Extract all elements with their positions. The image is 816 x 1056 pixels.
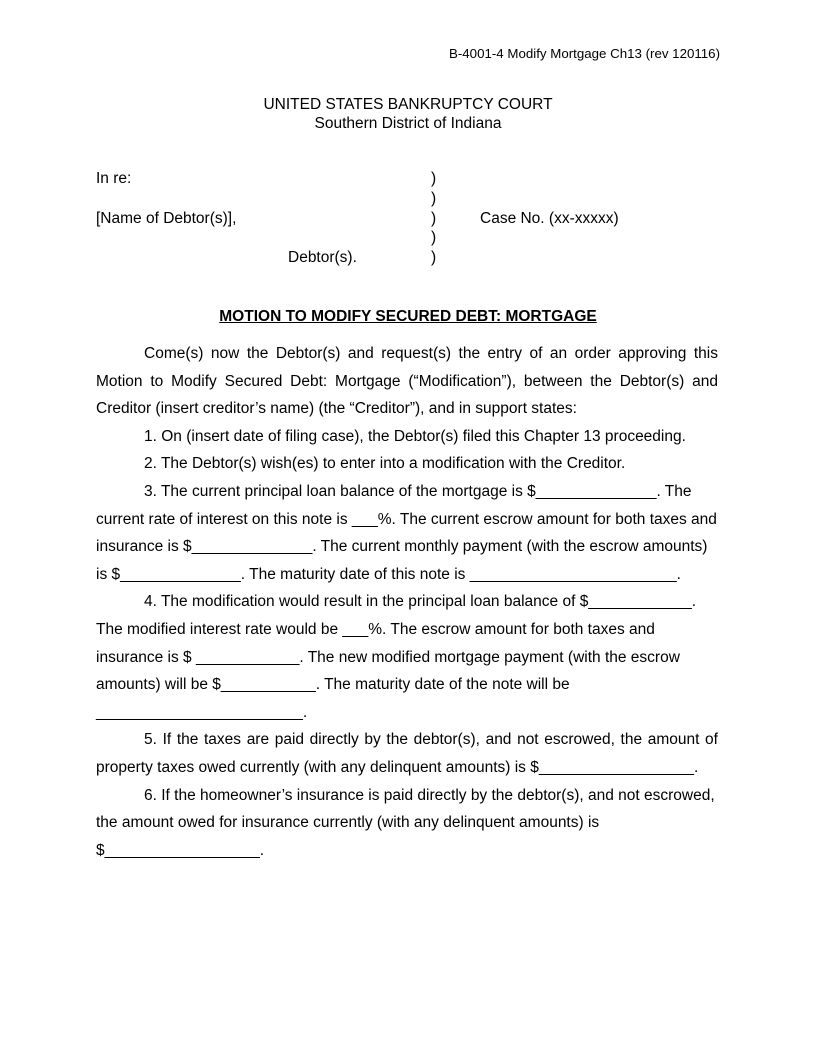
caption-paren: ) bbox=[431, 210, 437, 227]
paragraph-5: 5. If the taxes are paid directly by the debtor(s), and not escrowed, the amount of property taxes owed currently (with any delinquent amounts) is $__________________. bbox=[96, 731, 718, 776]
paragraph-1: 1. On (insert date of filing case), the Debtor(s) filed this Chapter 13 proceeding. bbox=[144, 427, 686, 445]
form-identifier: B-4001-4 Modify Mortgage Ch13 (rev 120116) bbox=[448, 46, 720, 61]
in-re-label: In re: bbox=[96, 170, 132, 187]
intro-paragraph: Come(s) now the Debtor(s) and request(s) the entry of an order approving this Motion to Modify Secured Debt: Mortgage (“Modification”), between the Debtor(s) and Creditor (insert creditor’s name) (the “Creditor”), and in support states: bbox=[96, 345, 718, 418]
court-name: UNITED STATES BANKRUPTCY COURT bbox=[263, 96, 553, 113]
paragraph-3: 3. The current principal loan balance of the mortgage is $______________. The current rate of interest on this note is ___%. The current escrow amount for both taxes and insurance is $______________. The current monthly payment (with the escrow amounts) is $______________. The maturity date of this note is ________________________. bbox=[96, 482, 717, 583]
paragraph-2: 2. The Debtor(s) wish(es) to enter into a modification with the Creditor. bbox=[144, 455, 626, 473]
motion-title: MOTION TO MODIFY SECURED DEBT: MORTGAGE bbox=[219, 308, 597, 325]
court-heading bbox=[0, 95, 816, 133]
debtor-label: Debtor(s). bbox=[288, 249, 357, 266]
caption-paren: ) bbox=[431, 170, 437, 187]
motion-body bbox=[96, 340, 718, 864]
case-number: Case No. (xx-xxxxx) bbox=[480, 210, 619, 227]
caption-paren: ) bbox=[431, 249, 437, 266]
paragraph-6: 6. If the homeowner’s insurance is paid directly by the debtor(s), and not escrowed, the amount owed for insurance currently (with any delinquent amounts) is $__________________. bbox=[96, 786, 715, 859]
debtor-name: [Name of Debtor(s)], bbox=[96, 210, 237, 227]
paragraph-4: 4. The modification would result in the principal loan balance of $____________. The modified interest rate would be ___%. The escrow amount for both taxes and insurance is $ ____________. The new modified mortgage payment (with the escrow amounts) will be $___________. The maturity date of the note will be ________________________. bbox=[96, 593, 697, 721]
caption-paren: ) bbox=[431, 190, 437, 207]
court-district: Southern District of Indiana bbox=[314, 115, 502, 132]
caption-paren: ) bbox=[431, 229, 437, 246]
